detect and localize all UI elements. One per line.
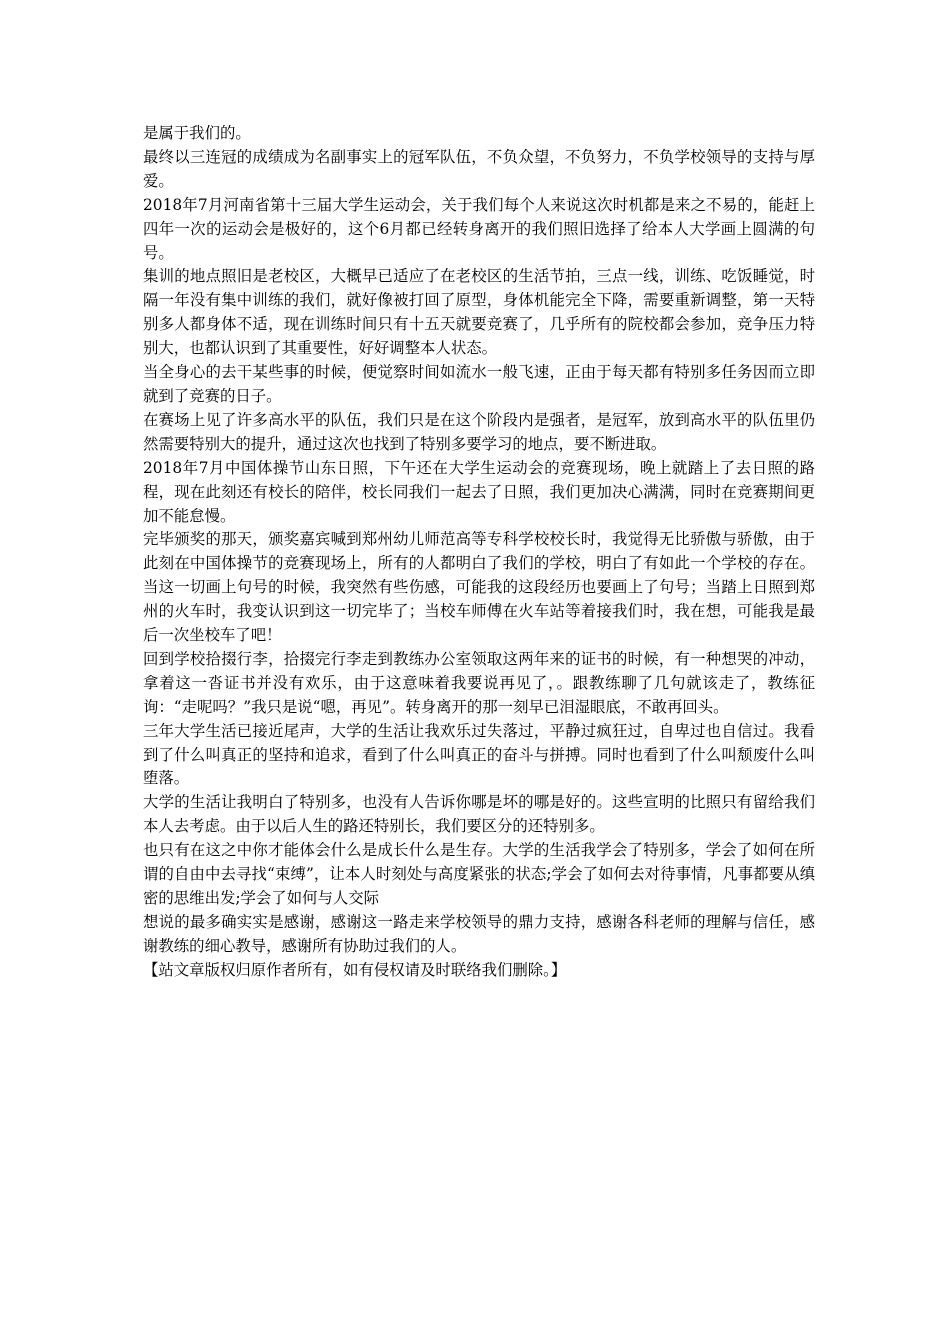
paragraph: 想说的最多确实实是感谢，感谢这一路走来学校领导的鼎力支持，感谢各科老师的理解与信任，感谢教练的细心教导，感谢所有协助过我们的人。 xyxy=(143,912,815,955)
paragraph: 在赛场上见了许多高水平的队伍，我们只是在这个阶段内是强者，是冠军，放到高水平的队伍里仍然需要特别大的提升，通过这次也找到了特别多要学习的地点，要不断进取。 xyxy=(143,410,815,453)
paragraph: 是属于我们的。 xyxy=(143,124,251,142)
paragraph: 三年大学生活已接近尾声，大学的生活让我欢乐过失落过，平静过疯狂过，自卑过也自信过。我看到了什么叫真正的坚持和追求，看到了什么叫真正的奋斗与拼搏。同时也看到了什么叫颓废什么叫堕落。 xyxy=(143,721,815,788)
paragraph: 也只有在这之中你才能体会什么是成长什么是生存。大学的生活我学会了特别多，学会了如何在所谓的自由中去寻找“束缚”，让本人时刻处与高度紧张的状态;学会了如何去对待事情，凡事都要从缜密的思维出发;学会了如何与人交际 xyxy=(143,841,815,907)
copyright-notice: 【站文章版权归原作者所有，如有侵权请及时联络我们删除。】 xyxy=(143,960,567,979)
paragraph: 回到学校拾掇行李，拾掇完行李走到教练办公室领取这两年来的证书的时候，有一种想哭的冲动，拿着这一沓证书并没有欢乐，由于这意味着我要说再见了，。跟教练聊了几句就该走了，教练征询：“走呢吗？”我只是说“嗯，再见”。转身离开的那一刻早已泪湿眼底，不敢再回头。 xyxy=(143,649,815,716)
paragraph: 2018年7月河南省第十三届大学生运动会，关于我们每个人来说这次时机都是来之不易的，能赶上四年一次的运动会是极好的，这个6月都已经转身离开的我们照旧选择了给本人大学画上圆满的句号。 xyxy=(143,195,815,262)
paragraph: 大学的生活让我明白了特别多，也没有人告诉你哪是坏的哪是好的。这些宣明的比照只有留给我们本人去考虑。由于以后人生的路还特别长，我们要区分的还特别多。 xyxy=(143,793,815,836)
paragraph: 最终以三连冠的成绩成为名副事实上的冠军队伍，不负众望，不负努力，不负学校领导的支持与厚爱。 xyxy=(143,147,815,190)
paragraph: 集训的地点照旧是老校区，大概早已适应了在老校区的生活节拍，三点一线，训练、吃饭睡觉，时隔一年没有集中训练的我们，就好像被打回了原型，身体机能完全下降，需要重新调整，第一天特别多人都身体不适，现在训练时间只有十五天就要竞赛了，几乎所有的院校都会参加，竞争压力特别大，也都认识到了其重要性，好好调整本人状态。 xyxy=(143,267,815,358)
document-body xyxy=(143,122,815,983)
paragraph: 2018年7月中国体操节山东日照，下午还在大学生运动会的竞赛现场，晚上就踏上了去日照的路程，现在此刻还有校长的陪伴，校长同我们一起去了日照，我们更加决心满满，同时在竞赛期间更加不能怠慢。 xyxy=(143,458,815,525)
paragraph: 完毕颁奖的那天，颁奖嘉宾喊到郑州幼儿师范高等专科学校校长时，我觉得无比骄傲与骄傲，由于此刻在中国体操节的竞赛现场上，所有的人都明白了我们的学校，明白了有如此一个学校的存在。当这一切画上句号的时候，我突然有些伤感，可能我的这段经历也要画上了句号；当踏上日照到郑州的火车时，我变认识到这一切完毕了；当校车师傅在火车站等着接我们时，我在想，可能我是最后一次坐校车了吧！ xyxy=(143,530,815,645)
paragraph: 当全身心的去干某些事的时候，便觉察时间如流水一般飞速，正由于每天都有特别多任务因而立即就到了竞赛的日子。 xyxy=(143,363,815,405)
